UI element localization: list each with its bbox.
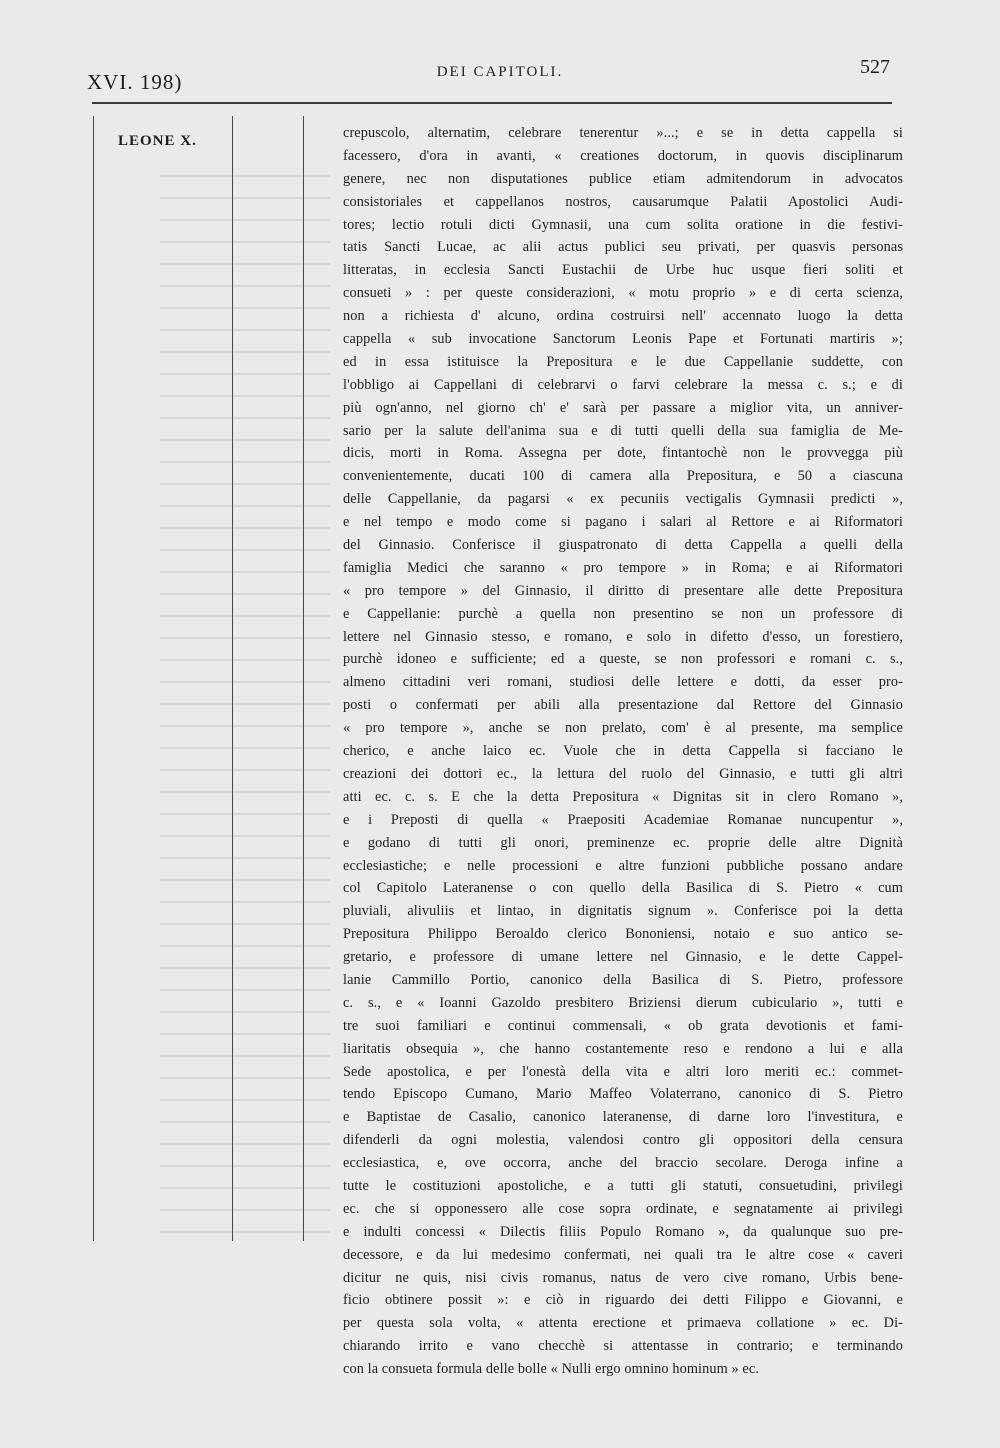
text-line: Sede apostolica, e per l'onestà della vita e altri loro meriti ec.: commet- [343,1063,903,1080]
text-line: consistoriales et cappellanos nostros, causarumque Palatii Apostolici Audi- [343,193,903,210]
text-line: con la consueta formula delle bolle « Nulli ergo omnino hominum » ec. [343,1361,759,1378]
text-line: cappella « sub invocatione Sanctorum Leonis Pape et Fortunati martiris »; [343,331,903,348]
text-line: litteratas, in ecclesia Sancti Eustachii de Urbe huc usque fieri soliti et [343,262,903,279]
text-line: genere, nec non disputationes publice etiam admitendorum in advocatos [343,170,903,187]
column-rule-middle [232,116,233,1241]
text-line: pluviali, alivuliis et lintao, in dignitatis signum ». Conferisce poi la detta [343,903,903,920]
text-line: liaritatis obsequia », che hanno costantemente reso e rendono a lui e alla [343,1040,903,1057]
header-rule [92,102,892,104]
text-line: « pro tempore » del Ginnasio, il diritto di presentare alle dette Prepositura [343,582,903,599]
text-line: non a richiesta d' alcuno, ordina costruirsi nell' accennato luogo la detta [343,308,903,325]
page-number: 527 [860,56,890,78]
text-line: ecclesiastiche; e nelle processioni e altre funzioni pubbliche possano andare [343,857,903,874]
text-line: tutte le costituzioni apostoliche, e a tutti gli statuti, consuetudini, privilegi [343,1177,903,1194]
text-line: del Ginnasio. Conferisce il giuspatronato di detta Cappella a quelli della [343,537,903,554]
text-line: ec. che si opponessero alle cose sopra ordinate, e segnatamente ai privilegi [343,1200,903,1217]
text-line: famiglia Medici che saranno « pro tempore » in Roma; e ai Riformatori [343,559,903,576]
text-line: cherico, e anche laico ec. Vuole che in detta Cappella si facciano le [343,743,903,760]
column-rule-right [303,116,304,1241]
text-line: convenientemente, ducati 100 di camera alla Prepositura, e 50 a ciascuna [343,468,903,485]
text-line: ed in essa istituisce la Prepositura e le due Cappellanie suddette, con [343,353,903,370]
text-line: e Cappellanie: purchè a quella non presentino se non un professore di [343,605,903,622]
text-line: atti ec. c. s. E che la detta Prepositura « Dignitas sit in clero Romano », [343,788,903,805]
text-line: e Baptistae de Casalio, canonico lateranense, di darne loro l'investitura, e [343,1109,903,1126]
volume-reference: XVI. 198) [87,70,183,94]
text-line: difenderli da ogni molestia, valendosi contro gli oppositori della censura [343,1132,903,1149]
text-line: posti o confermati per abili alla presentazione dal Rettore del Ginnasio [343,697,903,714]
text-line: più ogn'anno, nel giorno ch' e' sarà per passare a miglior vita, un anniver- [343,399,903,416]
text-line: lettere nel Ginnasio stesso, e romano, e solo in difetto d'esso, un forestiero, [343,628,903,645]
text-line: chiarando irrito e vano checchè si attentasse in contrario; e terminando [343,1338,903,1355]
text-line: creazioni dei dottori ec., la lettura del ruolo del Ginnasio, e tutti gli altri [343,765,903,782]
text-line: delle Cappellanie, da pagarsi « ex pecuniis vectigalis Gymnasii predicti », [343,491,903,508]
show-through-texture [160,175,330,1235]
text-line: tendo Episcopo Cumano, Mario Maffeo Volaterrano, canonico di S. Pietro [343,1086,903,1103]
text-line: c. s., e « Ioanni Gazoldo presbitero Briziensi dierum cubiculario », tutti e [343,994,903,1011]
text-line: sario per la salute dell'anima sua e di tutti quelli della sua famiglia de Me- [343,422,903,439]
text-line: tatis Sancti Lucae, ac alii actus publici seu privati, per quasvis personas [343,239,903,256]
pope-name-label: LEONE X. [118,133,197,149]
text-line: gretario, e professore di umane lettere nel Ginnasio, e le dette Cappel- [343,949,903,966]
text-line: tre suoi familiari e continui commensali, « ob grata devotionis et fami- [343,1017,903,1034]
text-line: e nel tempo e modo come si pagano i salari al Rettore e ai Riformatori [343,514,903,531]
text-line: e indulti concessi « Dilectis filiis Populo Romano », da qualunque suo pre- [343,1223,903,1240]
column-rule-left [93,116,94,1241]
body-text [343,122,903,1381]
text-line: consueti » : per queste considerazioni, « motu proprio » e di certa scienza, [343,285,903,302]
text-line: per questa sola volta, « attenta erectione et primaeva collatione » ec. Di- [343,1315,903,1332]
text-line: e i Preposti di quella « Praepositi Academiae Romanae nuncupentur », [343,811,903,828]
text-line: lanie Cammillo Portio, canonico della Basilica di S. Pietro, professore [343,971,903,988]
running-title: DEI CAPITOLI. [436,64,564,80]
text-line: e godano di tutti gli onori, preminenze ec. proprie delle altre Dignità [343,834,903,851]
text-line: l'obbligo ai Cappellani di celebrarvi o farvi celebrare la messa c. s.; e di [343,376,903,393]
text-line: purchè idoneo e sufficiente; ed a queste, se non professori e romani c. s., [343,651,903,668]
text-line: « pro tempore », anche se non prelato, com' è al presente, ma semplice [343,720,903,737]
text-line: almeno cittadini veri romani, studiosi delle lettere e dotti, da esser pro- [343,674,903,691]
text-line: dicis, morti in Roma. Assegna per dote, fintantochè non le provvegga più [343,445,903,462]
text-line: ficio obtinere possit »: e ciò in riguardo dei detti Filippo e Giovanni, e [343,1292,903,1309]
text-line: ecclesiastica, e, ove occorra, anche del braccio secolare. Deroga infine a [343,1155,903,1172]
text-line: decessore, e da lui medesimo confermati, nei quali tra le altre cose « caveri [343,1246,903,1263]
text-line: col Capitolo Lateranense o con quello della Basilica di S. Pietro « cum [343,880,903,897]
text-line: facessero, d'ora in avanti, « creationes doctorum, in quovis disciplinarum [343,147,903,164]
text-line: crepuscolo, alternatim, celebrare tenerentur »...; e se in detta cappella si [343,125,903,141]
text-line: tores; lectio rotuli dicti Gymnasii, una cum solita oratione in die festivi- [343,216,903,233]
text-line: dicitur ne quis, nisi civis romanus, natus de vero cive romano, Urbis bene- [343,1269,903,1286]
text-line: Prepositura Philippo Beroaldo clerico Bononiensi, notaio e suo antico se- [343,926,903,943]
